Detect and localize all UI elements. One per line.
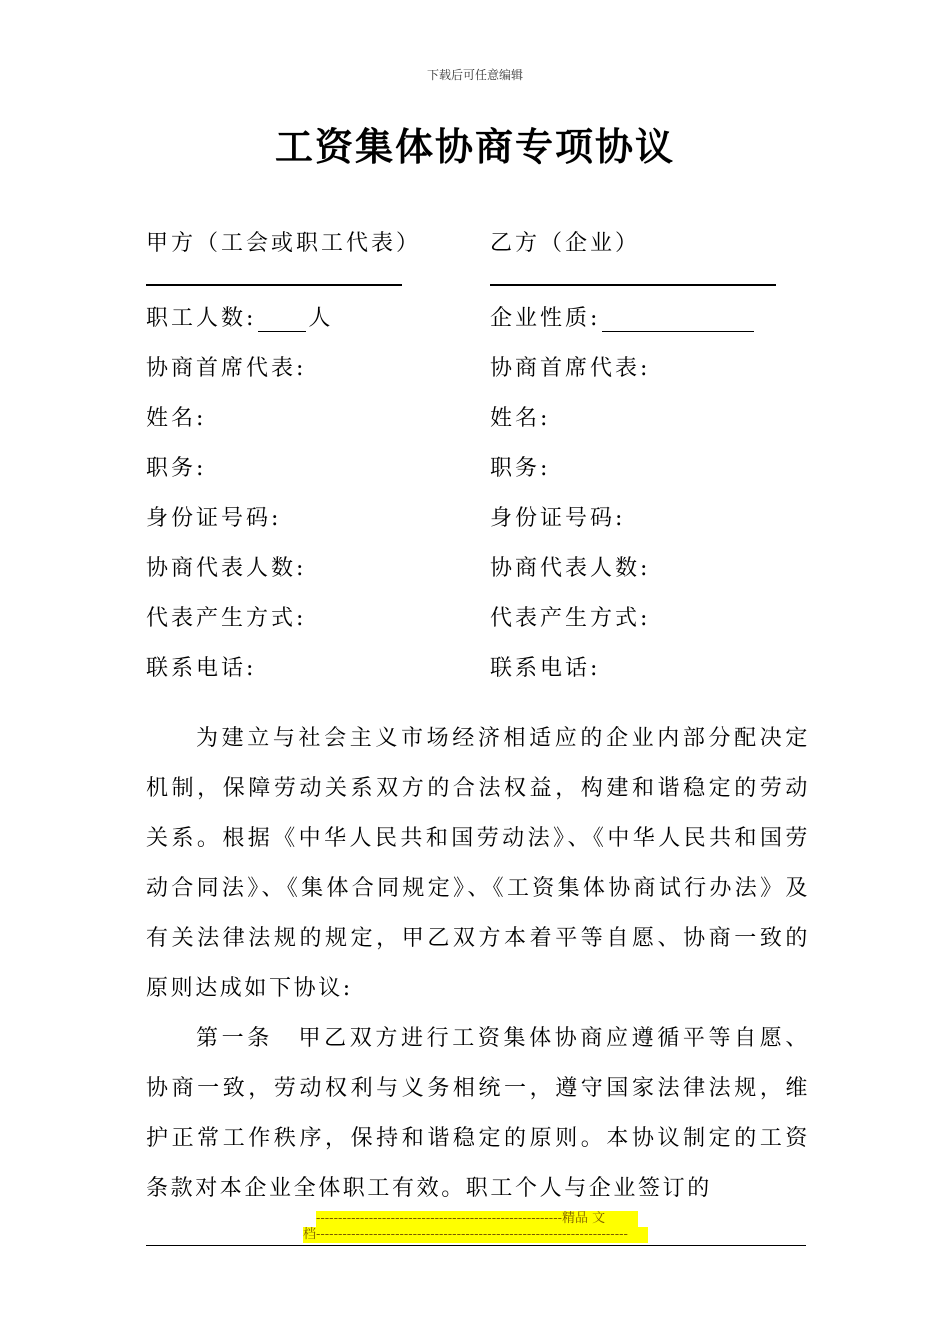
party-a-signature-line — [146, 284, 402, 286]
party-a-id-number: 身份证号码: — [146, 506, 282, 531]
party-b-name: 姓名: — [490, 406, 551, 431]
article-one-paragraph: 第一条 甲乙双方进行工资集体协商应遵循平等自愿、协商一致，劳动权利与义务相统一，遵守国家法律法规，维护正常工作秩序，保持和谐稳定的原则。本协议制定的工资条款对本企业全体职工有效。职工个人与企业签订的 — [146, 1026, 810, 1201]
party-a-chief-rep: 协商首席代表: — [146, 356, 307, 381]
workers-label: 职工人数: — [146, 306, 257, 331]
nature-label: 企业性质: — [490, 306, 601, 331]
workers-blank — [258, 309, 306, 332]
party-b-nature-field — [490, 301, 756, 332]
header-note: 下载后可任意编辑 — [426, 68, 523, 82]
preamble-paragraph: 为建立与社会主义市场经济相适应的企业内部分配决定机制，保障劳动关系双方的合法权益，构建和谐稳定的劳动关系。根据《中华人民共和国劳动法》、《中华人民共和国劳动合同法》、《集体合同规定》、《工资集体协商试行办法》及有关法律法规的规定，甲乙双方本着平等自愿、协商一致的原则达成如下协议: — [146, 726, 810, 1001]
footer-rule — [146, 1245, 806, 1246]
footer-watermark-line-1: --------------------------------------------------------精品 文 — [316, 1211, 638, 1227]
party-a-name: 姓名: — [146, 406, 207, 431]
party-a-rep-method: 代表产生方式: — [146, 606, 307, 631]
party-b-position: 职务: — [490, 456, 551, 481]
party-b-id-number: 身份证号码: — [490, 506, 626, 531]
document-title: 工资集体协商专项协议 — [274, 125, 675, 169]
party-a-phone: 联系电话: — [146, 656, 257, 681]
party-b-rep-count: 协商代表人数: — [490, 556, 651, 581]
party-a-workers-field — [146, 301, 333, 332]
footer-watermark-line-2: 档----------------------------------------------------------------------- — [303, 1227, 648, 1243]
party-a-position: 职务: — [146, 456, 207, 481]
party-b-rep-method: 代表产生方式: — [490, 606, 651, 631]
party-b-label: 乙方（企业） — [490, 231, 641, 256]
party-a-label: 甲方（工会或职工代表） — [146, 231, 422, 256]
workers-unit: 人 — [308, 306, 334, 331]
party-b-phone: 联系电话: — [490, 656, 601, 681]
party-b-signature-line — [490, 284, 776, 286]
nature-blank — [602, 309, 754, 332]
party-a-rep-count: 协商代表人数: — [146, 556, 307, 581]
party-b-chief-rep: 协商首席代表: — [490, 356, 651, 381]
